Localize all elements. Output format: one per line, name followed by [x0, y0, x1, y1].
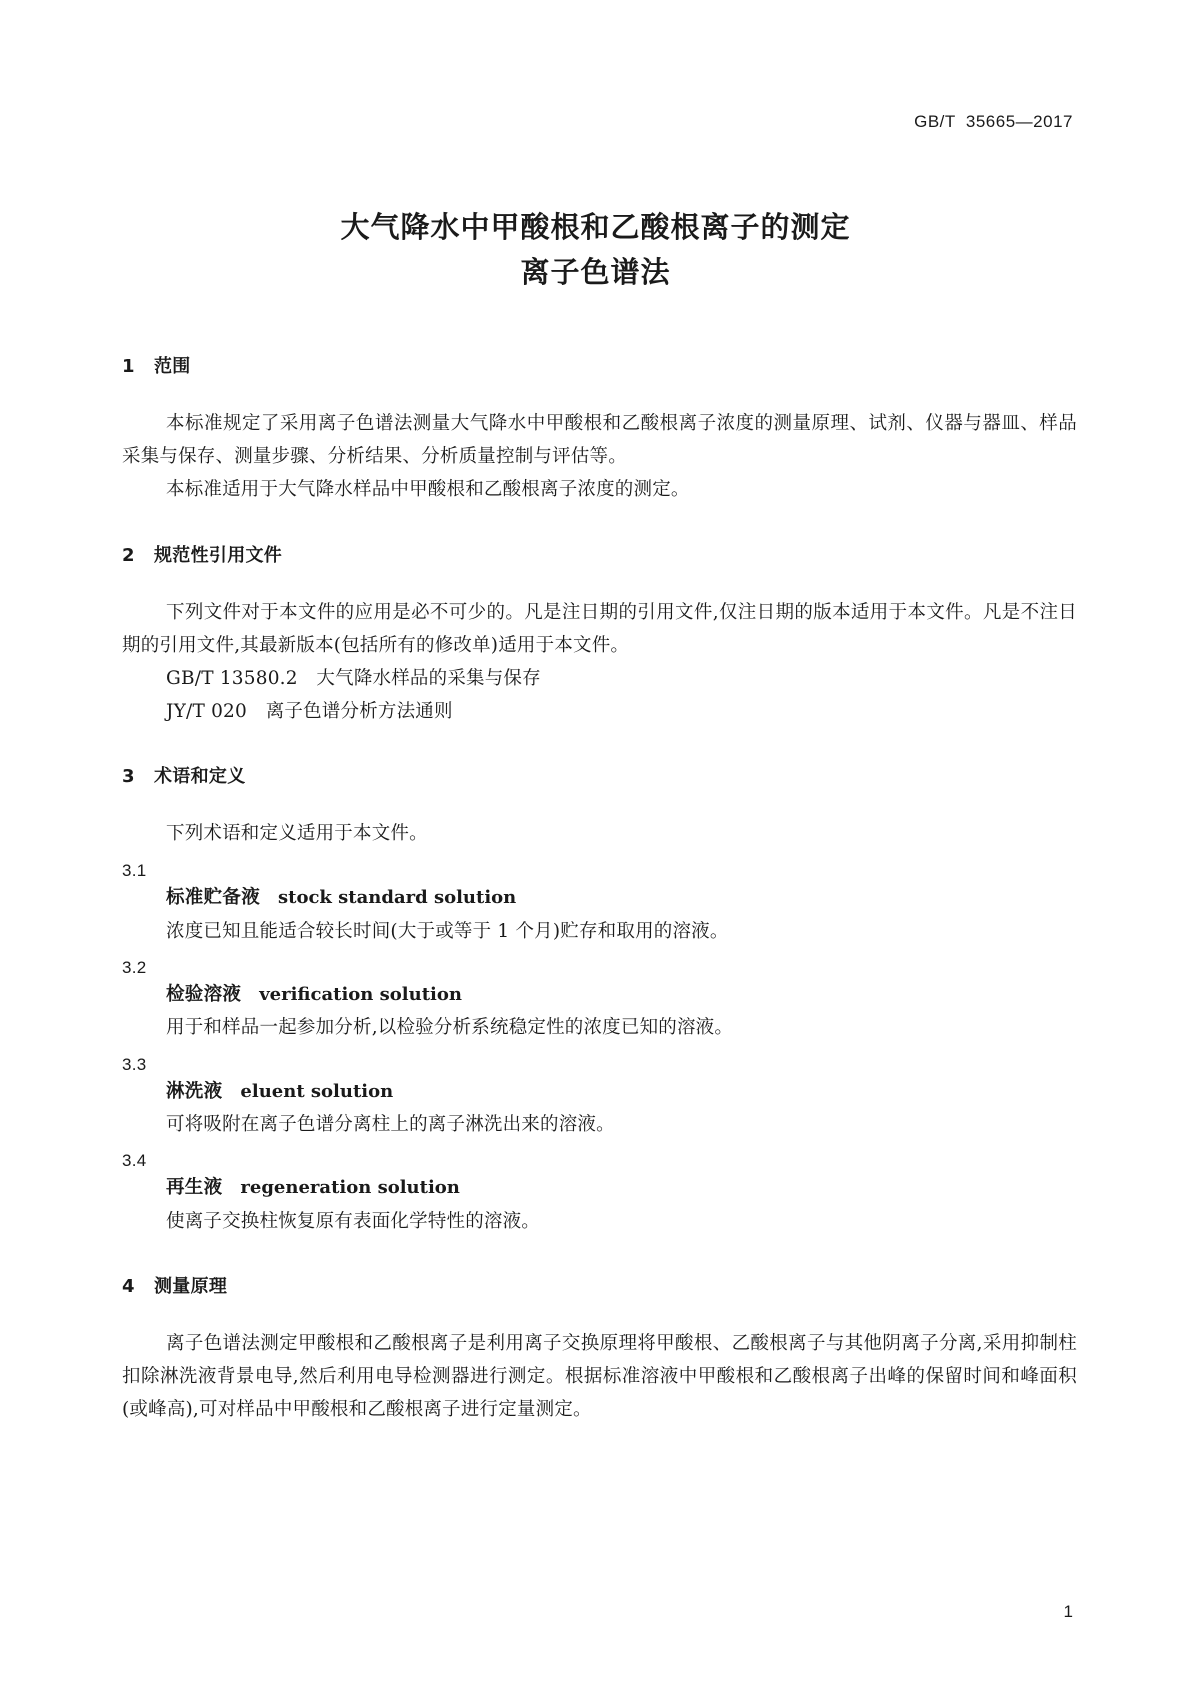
section-number-2: 2	[122, 544, 135, 566]
section-1-paragraph-2: 本标准适用于大气降水样品中甲酸根和乙酸根离子浓度的测定。	[166, 478, 690, 500]
clause-number-3-4: 3.4	[122, 1151, 147, 1171]
document-title-block	[0, 205, 1191, 295]
document-body	[122, 352, 1077, 1427]
section-heading-1	[122, 352, 1077, 378]
clause-number-3-3: 3.3	[122, 1054, 147, 1074]
section-number-4: 4	[122, 1276, 135, 1298]
term-entry-3-3	[122, 1075, 1077, 1108]
term-cn-3-4: 再生液	[166, 1177, 223, 1199]
section-title-3: 术语和定义	[154, 766, 246, 788]
normative-reference-2: JY/T 020 离子色谱分析方法通则	[166, 700, 453, 722]
clause-number-3-1: 3.1	[122, 861, 147, 881]
term-definition-3-1: 浓度已知且能适合较长时间(大于或等于 1 个月)贮存和取用的溶液。	[166, 920, 729, 942]
term-cn-3-3: 淋洗液	[166, 1080, 223, 1102]
section-number-1: 1	[122, 356, 135, 377]
normative-reference-1: GB/T 13580.2 大气降水样品的采集与保存	[166, 667, 541, 689]
section-heading-3	[122, 762, 1077, 788]
term-entry-3-2	[122, 978, 1077, 1011]
term-definition-3-4: 使离子交换柱恢复原有表面化学特性的溶液。	[166, 1210, 541, 1232]
section-title-4: 测量原理	[154, 1276, 228, 1298]
section-number-3: 3	[122, 766, 135, 788]
term-en-3-4: regeneration solution	[240, 1177, 460, 1199]
term-en-3-1: stock standard solution	[278, 887, 517, 909]
term-cn-3-1: 标准贮备液	[166, 887, 261, 909]
term-entry-3-4	[122, 1171, 1077, 1204]
page-subtitle: 离子色谱法	[520, 254, 671, 289]
section-3-paragraph-1: 下列术语和定义适用于本文件。	[166, 823, 428, 845]
term-en-3-3: eluent solution	[240, 1080, 394, 1102]
page-header-standard-id: GB/T 35665—2017	[914, 112, 1073, 131]
section-heading-4	[122, 1272, 1077, 1298]
section-1-paragraph-1: 本标准规定了采用离子色谱法测量大气降水中甲酸根和乙酸根离子浓度的测量原理、试剂、仪器与器皿、样品采集与保存、测量步骤、分析结果、分析质量控制与评估等。	[122, 413, 1077, 467]
section-2-paragraph-1: 下列文件对于本文件的应用是必不可少的。凡是注日期的引用文件,仅注日期的版本适用于本文件。凡是不注日期的引用文件,其最新版本(包括所有的修改单)适用于本文件。	[122, 601, 1077, 656]
term-definition-3-2: 用于和样品一起参加分析,以检验分析系统稳定性的浓度已知的溶液。	[166, 1017, 734, 1039]
term-definition-3-3: 可将吸附在离子色谱分离柱上的离子淋洗出来的溶液。	[166, 1114, 615, 1136]
section-title-1: 范围	[154, 356, 191, 377]
page-title: 大气降水中甲酸根和乙酸根离子的测定	[340, 210, 851, 244]
term-en-3-2: verification solution	[259, 984, 462, 1006]
clause-number-3-2: 3.2	[122, 958, 147, 978]
term-entry-3-1	[122, 881, 1077, 914]
section-4-paragraph-1: 离子色谱法测定甲酸根和乙酸根离子是利用离子交换原理将甲酸根、乙酸根离子与其他阴离子分离,采用抑制柱扣除淋洗液背景电导,然后利用电导检测器进行测定。根据标准溶液中甲酸根和乙酸根离子出峰的保留时间和峰面积(或峰高),可对样品中甲酸根和乙酸根离子进行定量测定。	[122, 1333, 1077, 1420]
page-number: 1	[1063, 1602, 1073, 1621]
section-title-2: 规范性引用文件	[154, 544, 283, 566]
section-heading-2	[122, 541, 1077, 567]
term-cn-3-2: 检验溶液	[166, 984, 242, 1006]
